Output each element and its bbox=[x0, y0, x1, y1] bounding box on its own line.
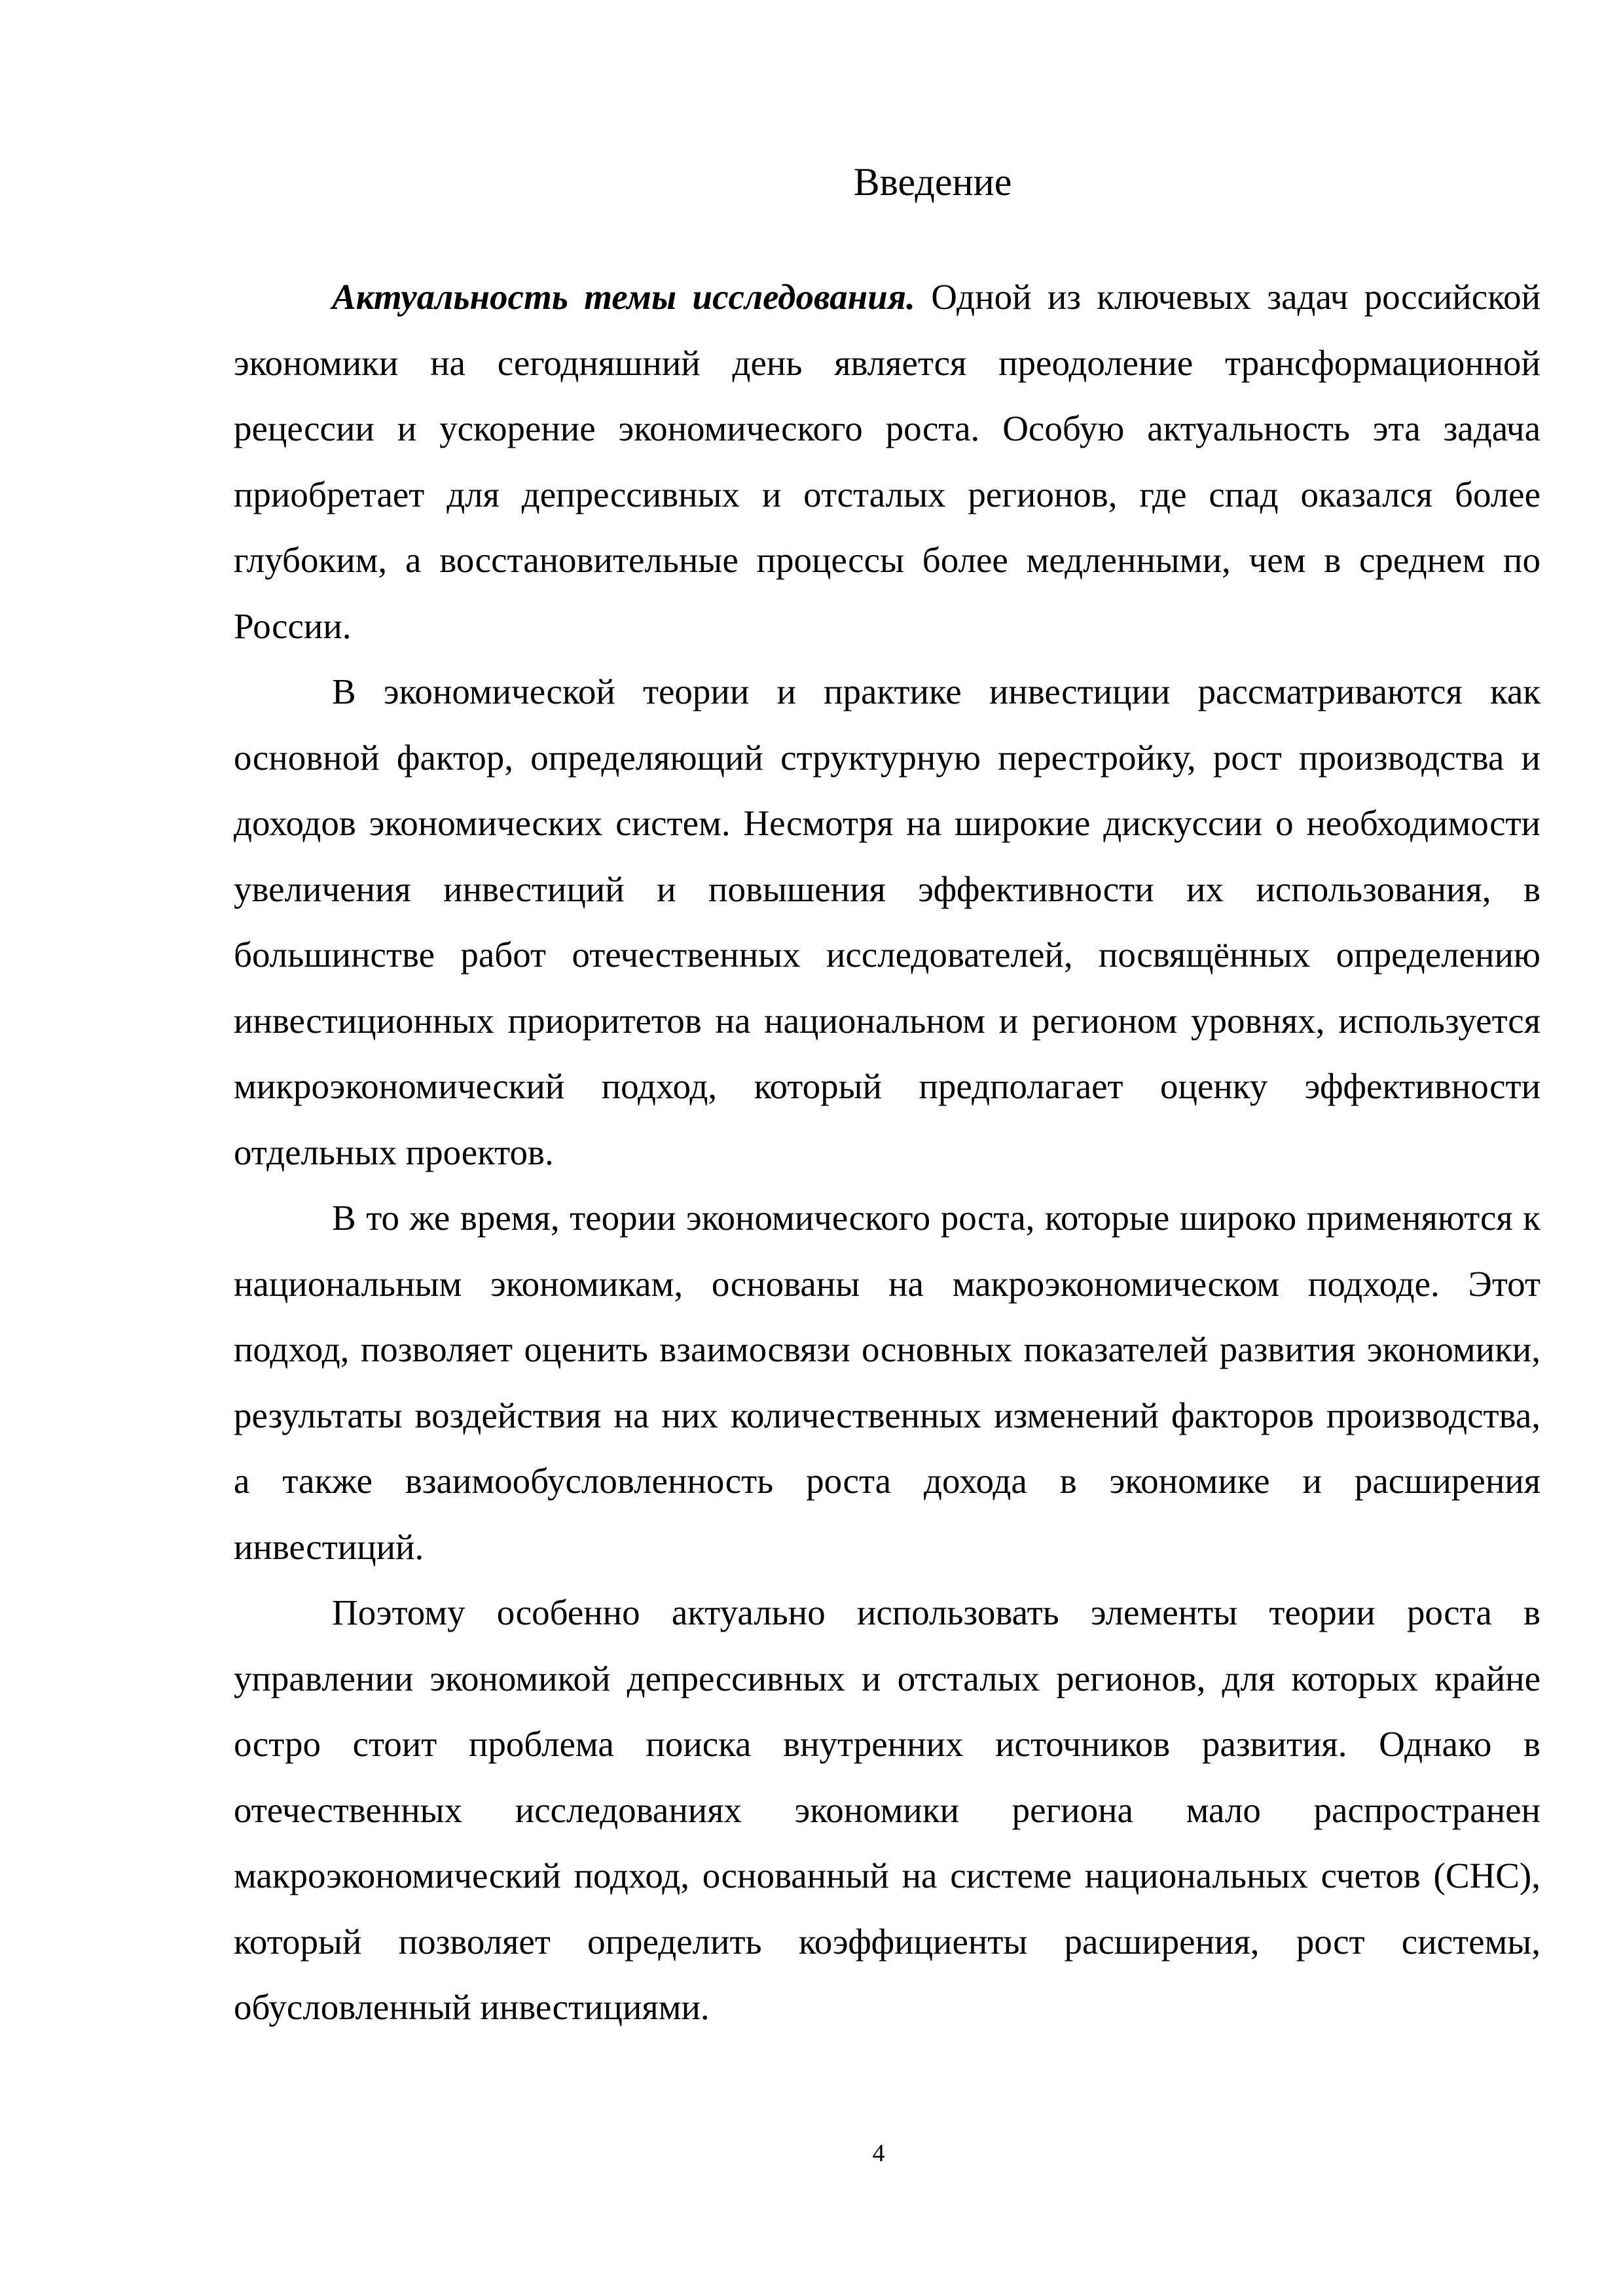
page-number: 4 bbox=[872, 2140, 885, 2167]
page-title: Введение bbox=[853, 160, 1012, 204]
paragraph-regional-approach: Поэтому особенно актуально использовать элементы теории роста в управлении экономикой депрессивных и отсталых регионов, для которых крайне остро стоит проблема поиска внутренних источников развития. Однако в отечественных исследованиях экономики региона мало распространен макроэкономический подход, основанный на системе национальных счетов (СНС), который позволяет определить коэффициенты расширения, рост системы, обусловленный инвестициями. bbox=[234, 1592, 1541, 2027]
paragraph-relevance bbox=[234, 264, 1541, 659]
paragraph-growth-theories: В то же время, теории экономического роста, которые широко применяются к национальным экономикам, основаны на макроэкономическом подходе. Этот подход, позволяет оценить взаимосвязи основных показателей развития экономики, результаты воздействия на них количественных изменений факторов производства, а также взаимообусловленность роста дохода в экономике и расширения инвестиций. bbox=[234, 1198, 1541, 1567]
paragraph-text: Одной из ключевых задач российской экономики на сегодняшний день является преодоление трансформационной рецессии и ускорение экономического роста. Особую актуальность эта задача приобретает для депрессивных и отсталых регионов, где спад оказался более глубоким, а восстановительные процессы более медленными, чем в среднем по России. bbox=[234, 277, 1541, 646]
paragraph-lead: Актуальность темы исследования. bbox=[332, 277, 915, 317]
document-body bbox=[234, 264, 1541, 2041]
paragraph-investment-theory: В экономической теории и практике инвестиции рассматриваются как основной фактор, определяющий структурную перестройку, рост производства и доходов экономических систем. Несмотря на широкие дискуссии о необходимости увеличения инвестиций и повышения эффективности их использования, в большинстве работ отечественных исследователей, посвящённых определению инвестиционных приоритетов на национальном и регионом уровнях, используется микроэкономический подход, который предполагает оценку эффективности отдельных проектов. bbox=[234, 672, 1541, 1172]
